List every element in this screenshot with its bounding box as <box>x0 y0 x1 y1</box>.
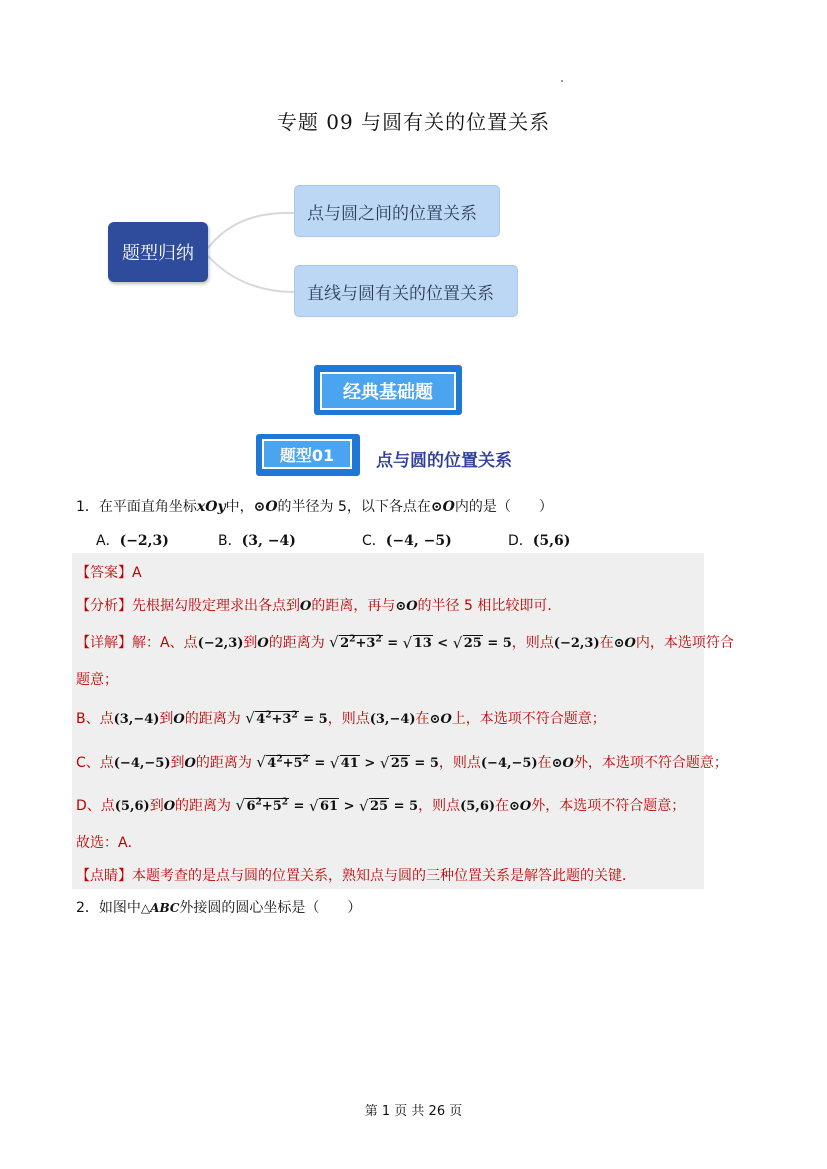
q1-text: 的半径为 5，以下各点在 <box>277 499 431 515</box>
point-b: (3,−4) <box>113 712 160 727</box>
q2-text: 如图中 <box>98 900 141 916</box>
detail-text: ，则点 <box>511 635 554 651</box>
detail-text: 到 <box>149 798 164 814</box>
detail-text: ，则点 <box>418 798 461 814</box>
point-d: (5,6) <box>114 799 150 814</box>
point-d: (5,6) <box>460 799 496 814</box>
point-o: O <box>163 799 176 814</box>
detail-text: 到 <box>170 755 185 771</box>
detail-line-a <box>76 632 734 652</box>
mindmap-connectors <box>200 200 300 300</box>
type-badge: 题型01 <box>262 439 352 469</box>
option-label: D． <box>508 533 533 549</box>
formula-b: √ $4^2+3^2 = 5$ <box>245 712 328 727</box>
detail-text: C、点 <box>76 755 114 771</box>
formula-a: √ $2^2+3^2$ = √ 13 < √ 25 = 5 <box>329 636 512 651</box>
detail-text: 在 <box>537 755 552 771</box>
option-a <box>96 530 169 550</box>
page-title: 专题 09 与圆有关的位置关系 <box>276 110 551 134</box>
point-a: (−2,3) <box>553 636 600 651</box>
question-2 <box>76 897 361 917</box>
option-label: C． <box>362 533 386 549</box>
analysis-text: 【分析】先根据勾股定理求出各点到 <box>76 598 300 614</box>
option-c <box>362 530 452 550</box>
detail-text: ，则点 <box>438 755 481 771</box>
mindmap-root: 题型归纳 <box>108 222 208 282</box>
answer-line: 【答案】A <box>76 565 142 581</box>
detail-text: 【详解】解：A、点 <box>76 635 198 651</box>
detail-line-a-cont: 题意； <box>76 672 118 688</box>
question-number: 2． <box>76 900 99 916</box>
detail-text: 的距离为 <box>195 755 252 771</box>
point-o: O <box>257 636 269 651</box>
point-a: (−2,3) <box>197 636 244 651</box>
q2-triangle: △ABC <box>140 901 180 915</box>
q2-text: 外接圆的圆心坐标是（ ） <box>179 900 362 916</box>
detail-text: 内，本选项符合 <box>635 635 734 651</box>
detail-text: 在 <box>599 635 614 651</box>
point-o: O <box>300 599 312 614</box>
page-footer: 第 1 页 共 26 页 <box>364 1104 463 1119</box>
mindmap-node-line-circle: 直线与圆有关的位置关系 <box>294 265 518 317</box>
question-number: 1． <box>76 499 99 515</box>
point-c: (−4,−5) <box>480 756 538 771</box>
detail-text: B、点 <box>76 711 114 727</box>
analysis-text: 的半径 5 相比较即可． <box>417 598 562 614</box>
circle-o: ⊙O <box>509 799 532 814</box>
analysis-text: 的距离，再与 <box>311 598 396 614</box>
circle-o: ⊙O <box>395 599 418 614</box>
comment-line: 【点睛】本题考查的是点与圆的位置关系，熟知点与圆的三种位置关系是解答此题的关键． <box>76 868 636 884</box>
point-o: O <box>184 756 196 771</box>
detail-text: 的距离为 <box>175 798 232 814</box>
q1-text: 在平面直角坐标 <box>98 499 197 515</box>
detail-line-d <box>76 795 685 815</box>
detail-text: 外，本选项不符合题意； <box>531 798 686 814</box>
detail-text: 上，本选项不符合题意； <box>451 711 606 727</box>
option-label: A． <box>96 533 120 549</box>
formula-d: √ $6^2+5^2$ = √ 61 > √ 25 = 5 <box>235 799 418 814</box>
detail-text: 在 <box>415 711 430 727</box>
q1-xoy: xOy <box>196 499 226 515</box>
option-value: (−2,3) <box>119 533 169 549</box>
mindmap-node-point-circle: 点与圆之间的位置关系 <box>294 185 500 237</box>
option-d <box>508 530 570 550</box>
question-1 <box>76 496 553 516</box>
stray-dot <box>561 80 563 82</box>
detail-text: 到 <box>159 711 174 727</box>
option-value: (−4, −5) <box>385 533 452 549</box>
detail-line-b <box>76 708 606 728</box>
q1-circle: ⊙O <box>253 499 278 515</box>
q1-text: 中， <box>225 499 254 515</box>
section-banner: 经典基础题 <box>320 372 456 410</box>
point-o: O <box>173 712 185 727</box>
detail-text: D、点 <box>76 798 115 814</box>
point-b: (3,−4) <box>369 712 416 727</box>
q1-text: 内的是（ ） <box>454 499 553 515</box>
circle-o: ⊙O <box>429 712 452 727</box>
detail-text: 的距离为 <box>184 711 241 727</box>
analysis-line <box>76 595 561 615</box>
point-c: (−4,−5) <box>113 756 171 771</box>
option-b <box>218 530 296 550</box>
type-title: 点与圆的位置关系 <box>376 451 512 471</box>
circle-o: ⊙O <box>613 636 636 651</box>
circle-o: ⊙O <box>551 756 574 771</box>
detail-text: 到 <box>243 635 258 651</box>
option-value: (5,6) <box>532 533 571 549</box>
detail-text: 在 <box>495 798 510 814</box>
detail-text: 的距离为 <box>268 635 325 651</box>
option-label: B． <box>218 533 242 549</box>
detail-text: 外，本选项不符合题意； <box>573 755 728 771</box>
choose-line: 故选：A． <box>76 835 142 851</box>
formula-c: √ $4^2+5^2$ = √ 41 > √ 25 = 5 <box>256 756 439 771</box>
option-value: (3, −4) <box>241 533 296 549</box>
detail-line-c <box>76 752 728 772</box>
detail-text: ，则点 <box>327 711 370 727</box>
q1-circle: ⊙O <box>430 499 455 515</box>
